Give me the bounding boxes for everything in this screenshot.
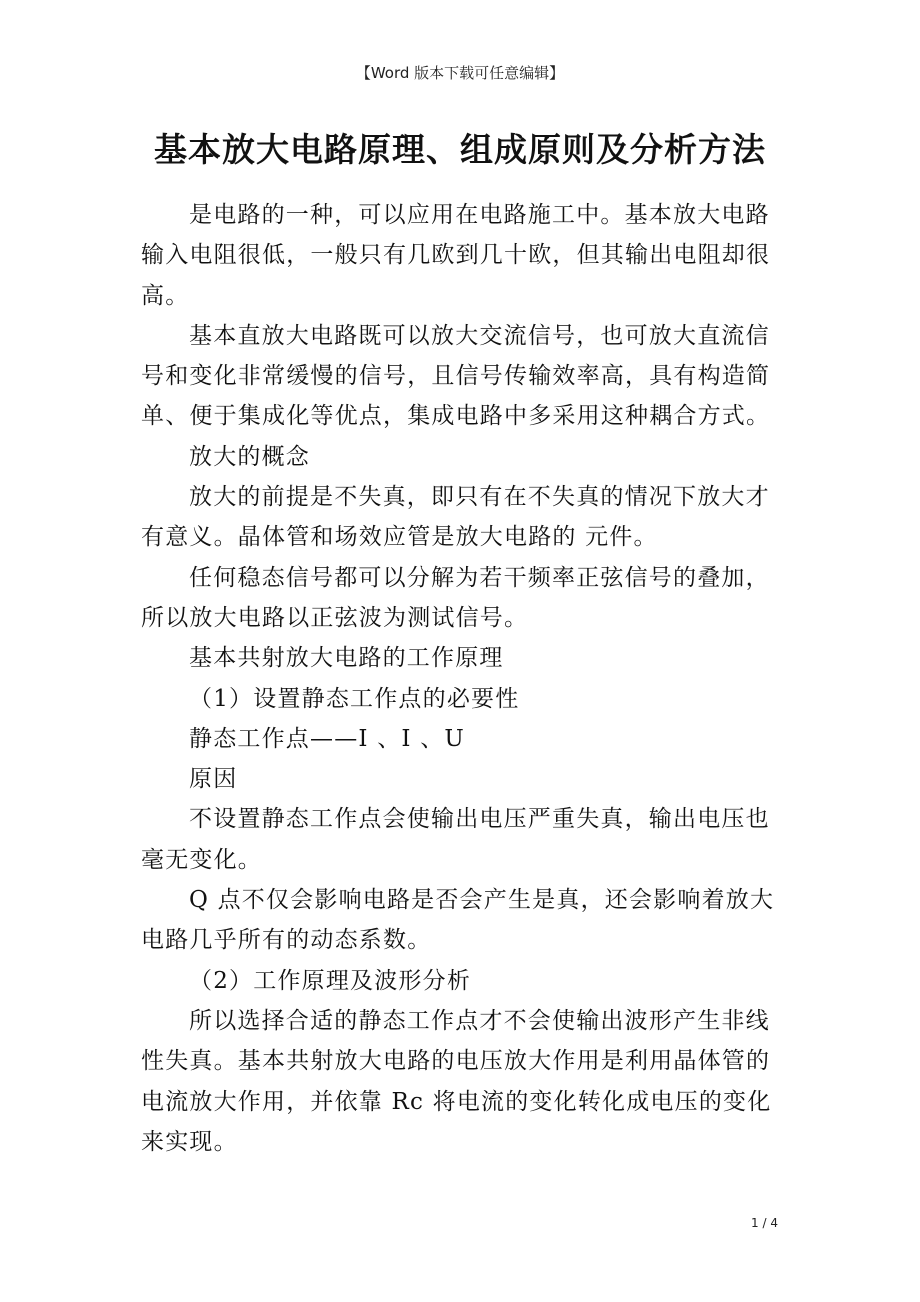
paragraph: 原因 <box>189 766 238 793</box>
paragraph: 所以选择合适的静态工作点才不会使输出波形产生非线性失真。基本共射放大电路的电压放大作用是利用晶体管的电流放大作用，并依靠 Rc 将电流的变化转化成电压的变化来实现。 <box>141 1007 772 1155</box>
paragraph: Q 点不仅会影响电路是否会产生是真，还会影响着放大电路几乎所有的动态系数。 <box>141 887 775 954</box>
section-heading: 基本共射放大电路的工作原理 <box>189 645 504 672</box>
document-title: 基本放大电路原理、组成原则及分析方法 <box>154 130 766 169</box>
section-heading: 放大的概念 <box>189 443 310 470</box>
paragraph: 任何稳态信号都可以分解为若干频率正弦信号的叠加，所以放大电路以正弦波为测试信号。 <box>141 564 770 631</box>
page-number: 1 / 4 <box>751 1216 778 1230</box>
paragraph: 是电路的一种，可以应用在电路施工中。基本放大电路输入电阻很低，一般只有几欧到几十欧，但其输出电阻却很高。 <box>141 202 771 309</box>
paragraph: 基本直放大电路既可以放大交流信号，也可放大直流信号和变化非常缓慢的信号，且信号传输效率高，具有构造简单、便于集成化等优点，集成电路中多采用这种耦合方式。 <box>141 322 771 430</box>
page-header-banner: 【Word 版本下载可任意编辑】 <box>355 64 565 82</box>
subsection-heading: （1）设置静态工作点的必要性 <box>189 685 520 712</box>
paragraph: 不设置静态工作点会使输出电压严重失真，输出电压也毫无变化。 <box>141 806 770 873</box>
paragraph: 静态工作点——I 、I 、U <box>189 725 465 752</box>
paragraph: 放大的前提是不失真，即只有在不失真的情况下放大才有意义。晶体管和场效应管是放大电路的 元件。 <box>141 484 770 551</box>
subsection-heading: （2）工作原理及波形分析 <box>189 967 472 994</box>
document-body <box>141 195 791 1162</box>
